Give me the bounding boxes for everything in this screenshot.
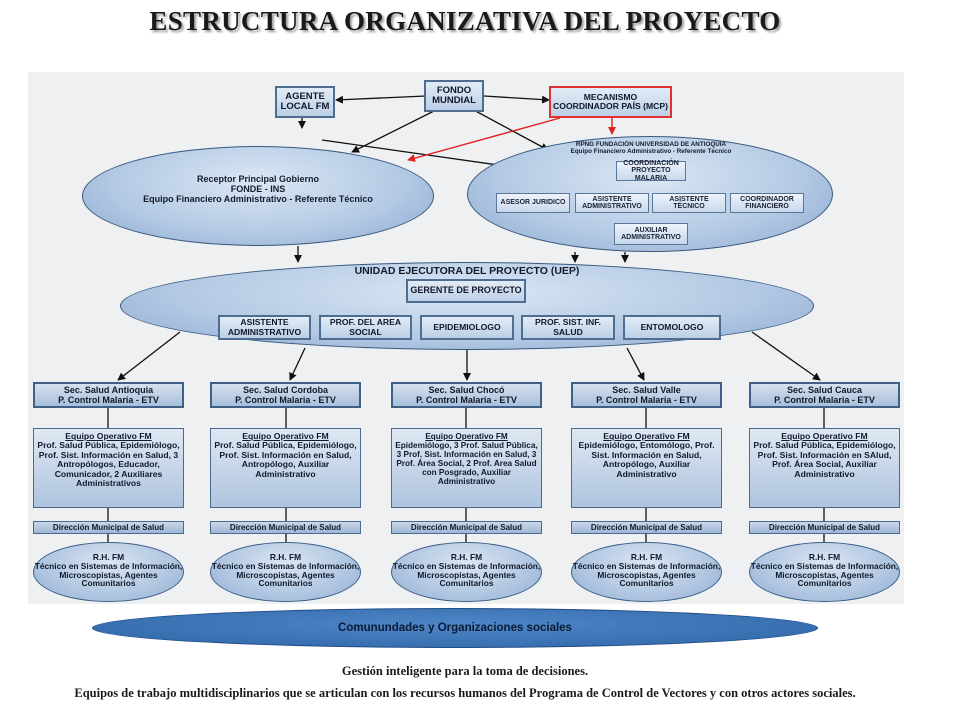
sec-box	[749, 382, 900, 408]
rh-body: Técnico en Sistemas de Información, Microscopistas, Agentes Comunitarios	[34, 560, 183, 589]
team-title: Equipo Operativo FM	[781, 431, 868, 441]
receptor-line3: Equipo Financiero Administrativo - Referente Técnico	[143, 193, 373, 204]
team-title: Equipo Operativo FM	[242, 431, 329, 441]
team-box	[391, 428, 542, 508]
rh-title: R.H. FM	[808, 552, 841, 562]
team-box	[210, 428, 361, 508]
team-title: Equipo Operativo FM	[425, 432, 508, 441]
uep-box-social-label: PROF. DEL AREA SOCIAL	[329, 317, 402, 337]
rh-body: Técnico en Sistemas de Información, Microscopistas, Agentes Comunitarios	[572, 560, 721, 589]
team-body: Epidemiólogo, Entomólogo, Prof. Sist. Información en Salud, Antropólogo, Auxiliar Administrativo	[578, 440, 715, 479]
rpng-coordinador-box: COORDINADOR FINANCIERO	[730, 193, 804, 213]
team-body: Prof. Salud Pública, Epidemiólogo, Prof. Sist. Información en Salud, 3 Antropólogos, Educador, Comunicador, 2 Auxiliares Administrativos	[37, 440, 180, 489]
footer-line1: Gestión inteligente para la toma de decisiones.	[341, 664, 589, 678]
agente-local-label: AGENTE LOCAL FM	[280, 91, 330, 112]
team-body: Prof. Salud Pública, Epidemiólogo, Prof. Sist. Información en SAlud, Prof. Área Social, Auxiliar Administrativo	[753, 440, 896, 479]
fondo-mundial-label: FONDO MUNDIAL	[432, 85, 476, 106]
sec-program: P. Control Malaria - ETV	[235, 394, 336, 405]
gerente-label: GERENTE DE PROYECTO	[410, 285, 522, 296]
agente-local-box	[275, 86, 335, 118]
rh-ellipse	[391, 542, 542, 602]
sec-box	[210, 382, 361, 408]
sec-name: Sec. Salud Chocó	[428, 385, 505, 395]
receptor-line1: Receptor Principal Gobierno	[196, 174, 320, 184]
team-body: Prof. Salud Pública, Epidemiólogo, Prof. Sist. Información en Salud, Antropólogo, Auxiliar Administrativo	[214, 440, 357, 479]
sec-name: Sec. Salud Cauca	[786, 385, 863, 395]
sec-name: Sec. Salud Antioquia	[63, 385, 154, 395]
receptor-text	[108, 175, 408, 205]
uep-box-social	[319, 315, 412, 340]
page-title: ESTRUCTURA ORGANIZATIVA DEL PROYECTO	[149, 6, 781, 36]
rpng-asesor-box: ASESOR JURIDICO	[496, 193, 570, 213]
sec-box	[571, 382, 722, 408]
mcp-label: MECANISMO COORDINADOR PAÍS (MCP)	[553, 91, 668, 111]
team-box	[749, 428, 900, 508]
dir-box: Dirección Municipal de Salud	[749, 521, 900, 534]
rpng-coordinacion-box: COORDINACIÓN PROYECTO MALARIA	[616, 161, 686, 181]
rh-ellipse	[749, 542, 900, 602]
rh-ellipse	[571, 542, 722, 602]
rh-title: R.H. FM	[92, 552, 125, 562]
sec-name: Sec. Salud Cordoba	[242, 385, 329, 395]
sec-program: P. Control Malaria - ETV	[58, 394, 159, 405]
rh-body: Técnico en Sistemas de Información, Microscopistas, Agentes Comunitarios	[211, 560, 360, 589]
sec-program: P. Control Malaria - ETV	[596, 394, 697, 405]
rpng-asistente-tecnico-box: ASISTENTE TÉCNICO	[652, 193, 726, 213]
team-title: Equipo Operativo FM	[65, 431, 152, 441]
uep-box-asistente	[218, 315, 311, 340]
rpng-asistente-box: ASISTENTE ADMINISTRATIVO	[575, 193, 649, 213]
community-ellipse	[92, 608, 818, 648]
dir-box: Dirección Municipal de Salud	[33, 521, 184, 534]
rh-title: R.H. FM	[450, 552, 483, 562]
community-label: Comunundades y Organizaciones sociales	[338, 622, 572, 634]
dir-box: Dirección Municipal de Salud	[571, 521, 722, 534]
sec-name: Sec. Salud Valle	[612, 385, 681, 395]
team-box	[571, 428, 722, 508]
uep-box-epidemiologo-label: EPIDEMIOLOGO	[433, 321, 501, 332]
uep-box-sistemas	[521, 315, 615, 340]
rh-title: R.H. FM	[269, 552, 302, 562]
rh-body: Técnico en Sistemas de Información, Microscopistas, Agentes Comunitarios	[750, 560, 899, 589]
footer-line2: Equipos de trabajo multidisciplinarios que se articulan con los recursos humanos del Programa de Control de Vectores y con otros actores sociales.	[74, 686, 856, 700]
sec-program: P. Control Malaria - ETV	[774, 394, 875, 405]
dir-box: Dirección Municipal de Salud	[210, 521, 361, 534]
mcp-box	[549, 86, 672, 118]
uep-box-entomologo	[623, 315, 721, 340]
sec-program: P. Control Malaria - ETV	[416, 394, 517, 405]
uep-box-entomologo-label: ENTOMOLOGO	[640, 321, 704, 332]
rh-title: R.H. FM	[630, 552, 663, 562]
team-body: Epidemiólogo, 3 Prof. Salud Pública, 3 Prof. Sist. Información en Salud, 3 Prof. Área Social, 2 Prof. Area Salud con Posgrado, Auxiliar Administrativo	[395, 441, 538, 487]
uep-box-sistemas-label: PROF. SIST. INF. SALUD	[535, 317, 601, 337]
fondo-mundial-box	[424, 80, 484, 112]
rpng-line1: RPNG FUNDACIÓN UNIVERSIDAD DE ANTIOQUIA	[575, 141, 727, 148]
rh-ellipse	[210, 542, 361, 602]
sec-box	[391, 382, 542, 408]
team-title: Equipo Operativo FM	[603, 431, 690, 441]
rpng-auxiliar-box: AUXILIAR ADMINISTRATIVO	[614, 223, 688, 245]
sec-box	[33, 382, 184, 408]
rpng-line2: Equipo Financiero Administrativo - Referente Técnico	[570, 147, 732, 155]
rpng-text	[540, 142, 762, 156]
uep-box-asistente-label: ASISTENTE ADMINISTRATIVO	[227, 317, 302, 337]
uep-box-epidemiologo	[420, 315, 514, 340]
rh-ellipse	[33, 542, 184, 602]
dir-box: Dirección Municipal de Salud	[391, 521, 542, 534]
rh-body: Técnico en Sistemas de Información, Microscopistas, Agentes Comunitarios	[392, 560, 541, 589]
receptor-line2: FONDE - INS	[230, 183, 286, 194]
uep-title: UNIDAD EJECUTORA DEL PROYECTO (UEP)	[354, 265, 580, 277]
team-box	[33, 428, 184, 508]
gerente-box	[406, 279, 526, 303]
